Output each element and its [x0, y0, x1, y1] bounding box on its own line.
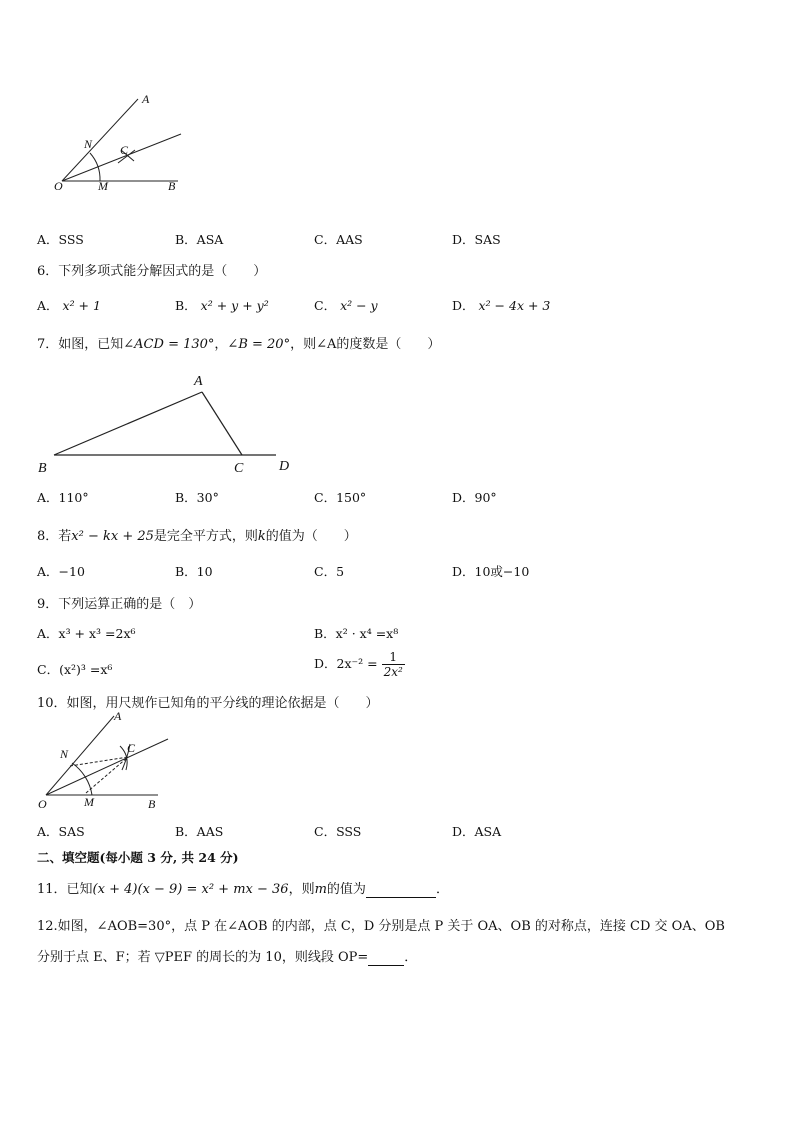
q7-option-b: B．30°	[175, 490, 219, 505]
label-o: O	[54, 179, 63, 193]
q10-option-c: C．SSS	[314, 824, 362, 839]
label-b: B	[168, 179, 176, 193]
answer-blank[interactable]	[366, 882, 436, 898]
q8-option-a: A．−10	[37, 564, 85, 579]
label-c: C	[234, 461, 244, 476]
q7-option-a: A．110°	[37, 490, 89, 505]
label-n: N	[60, 747, 69, 761]
q10-stem: 10．如图，用尺规作已知角的平分线的理论依据是（ ）	[37, 696, 379, 711]
label-a: A	[142, 92, 150, 106]
section-heading: 二、填空题(每小题 3 分, 共 24 分)	[37, 850, 239, 865]
label-d: D	[279, 459, 290, 474]
q5-option-b: B．ASA	[175, 232, 224, 247]
label-m: M	[98, 179, 108, 193]
q5-option-c: C．AAS	[314, 232, 363, 247]
q9-option-d: D．2x⁻² = $\frac{1}{\text{2x²}}$	[314, 650, 403, 679]
label-c: C	[127, 741, 136, 755]
q10-option-d: D．ASA	[452, 824, 502, 839]
q12-line1: 12.如图，∠AOB=30°，点 P 在∠AOB 的内部，点 C，D 分别是点 P 关于 OA、OB 的对称点，连接 CD 交 OA、OB	[37, 919, 725, 934]
q6-stem: 6．下列多项式能分解因式的是（ ）	[37, 264, 267, 279]
q8-option-d: D．10或−10	[452, 564, 530, 579]
q9-option-c: C．(x²)³ =x⁶	[37, 662, 113, 677]
q5-option-d: D．SAS	[452, 232, 501, 247]
label-n: N	[84, 137, 93, 151]
label-m: M	[84, 795, 94, 809]
q8-option-c: C．5	[314, 564, 345, 579]
q10-option-a: A．SAS	[37, 824, 85, 839]
q6-option-a: A． x² + 1	[37, 298, 101, 313]
q6-option-d: D． x² − 4x + 3	[452, 298, 551, 313]
q7-stem: 7．如图，已知∠ACD = 130°，∠B = 20°，则∠A的度数是（ ）	[37, 337, 441, 352]
angle-bisector-figure-top	[50, 90, 195, 200]
label-o: O	[38, 797, 47, 811]
q8-stem: 8．若x² − kx + 25是完全平方式，则k的值为（ ）	[37, 529, 357, 544]
q11-stem: 11．已知(x + 4)(x − 9) = x² + mx − 36，则m的值为 ．	[37, 882, 449, 897]
q6-option-c: C． x² − y	[314, 298, 378, 313]
q8-option-b: B．10	[175, 564, 213, 579]
q10-option-b: B．AAS	[175, 824, 224, 839]
angle-bisector-figure-q10	[34, 708, 174, 814]
q7-option-d: D．90°	[452, 490, 497, 505]
fraction: $\frac{1}{\text{2x²}}$	[383, 650, 403, 679]
label-a: A	[194, 374, 203, 389]
q9-option-b: B．x² · x⁴ =x⁸	[314, 626, 399, 641]
q9-stem: 9．下列运算正确的是（ ）	[37, 597, 202, 612]
q12-line2: 分别于点 E、F；若 ▽PEF 的周长的为 10，则线段 OP= ．	[37, 950, 418, 965]
label-b: B	[148, 797, 156, 811]
label-b: B	[38, 461, 47, 476]
answer-blank[interactable]	[368, 950, 404, 966]
triangle-figure	[34, 368, 304, 478]
q5-option-a: A．SSS	[37, 232, 84, 247]
q7-option-c: C．150°	[314, 490, 367, 505]
q6-option-b: B． x² + y + y²	[175, 298, 269, 313]
q9-option-a: A．x³ + x³ =2x⁶	[37, 626, 136, 641]
label-c: C	[120, 143, 129, 157]
label-a: A	[114, 709, 122, 723]
